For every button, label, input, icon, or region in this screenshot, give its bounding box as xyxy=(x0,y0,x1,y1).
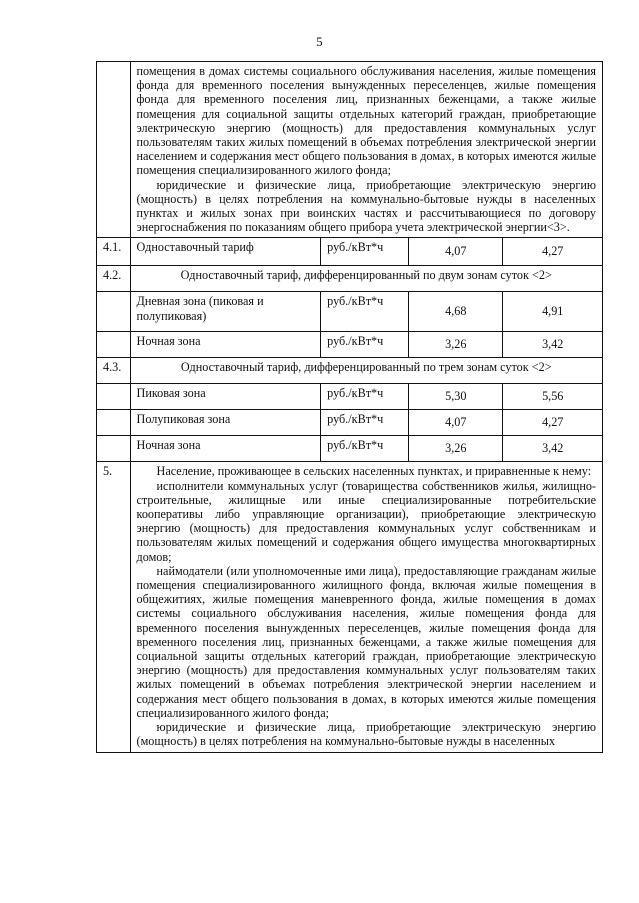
row-number: 5. xyxy=(97,462,131,752)
tariff-value-2: 3,42 xyxy=(503,436,603,462)
cell-num-empty xyxy=(97,410,131,436)
row-number: 4.2. xyxy=(97,266,131,292)
zone-name: Ночная зона xyxy=(130,436,321,462)
tariff-value-1: 4,07 xyxy=(409,410,503,436)
table-row-4-2-zone xyxy=(97,292,603,332)
paragraph: юридические и физические лица, приобретающие электрическую энергию (мощность) в целях потребления на коммунально-бытовые нужды в населенных пунктах и жилых зонах при воинских частях и рассчитывающиеся по договору энергоснабжения по показаниям общего прибора учета электрической энергии<3>. xyxy=(136,177,596,235)
cell-num-empty xyxy=(97,384,131,410)
zone-name: Полупиковая зона xyxy=(130,410,321,436)
cell-continuation-text xyxy=(130,62,602,238)
zone-name: Дневная зона (пиковая и полупиковая) xyxy=(130,292,321,332)
row-number: 4.3. xyxy=(97,358,131,384)
tariff-value-2: 4,91 xyxy=(503,292,603,332)
tariff-name: Одноставочный тариф xyxy=(130,238,321,266)
cell-num-empty xyxy=(97,62,131,238)
page-number: 5 xyxy=(316,34,323,49)
tariff-table xyxy=(96,61,603,753)
table-row-4-3-header xyxy=(97,358,603,384)
paragraph: Население, проживающее в сельских населенных пунктах, и приравненные к нему: xyxy=(156,464,592,479)
tariff-value-2: 4,27 xyxy=(503,238,603,266)
section-title: Одноставочный тариф, дифференцированный по двум зонам суток <2> xyxy=(130,266,602,292)
tariff-value-1: 4,07 xyxy=(409,238,503,266)
section-title: Одноставочный тариф, дифференцированный по трем зонам суток <2> xyxy=(130,358,602,384)
cell-num-empty xyxy=(97,436,131,462)
tariff-unit: руб./кВт*ч xyxy=(321,332,409,358)
tariff-value-2: 3,42 xyxy=(503,332,603,358)
tariff-unit: руб./кВт*ч xyxy=(321,292,409,332)
paragraph: юридические и физические лица, приобретающие электрическую энергию (мощность) в целях потребления на коммунально-бытовые нужды в населенных xyxy=(136,720,596,749)
table-row-5 xyxy=(97,462,603,752)
table-row-4-3-zone xyxy=(97,384,603,410)
section-5-text xyxy=(130,462,602,752)
tariff-value-1: 3,26 xyxy=(409,436,503,462)
paragraph: помещения в домах системы социального обслуживания населения, жилые помещения фонда для временного поселения вынужденных переселенцев, жилые помещения фонда для временного поселения лиц, признанных беженцами, а также жилые помещения для социальной защиты отдельных категорий граждан, приобретающие электрическую энергию (мощность) для предоставления коммунальных услуг пользователям таких жилых помещений в объемах потребления электрической энергии населением и содержания мест общего пользования в домах, в которых имеются жилые помещения специализированного жилого фонда; xyxy=(136,64,596,178)
tariff-value-1: 5,30 xyxy=(409,384,503,410)
zone-name: Пиковая зона xyxy=(130,384,321,410)
table-row-4-2-header xyxy=(97,266,603,292)
table-row-4-3-zone xyxy=(97,410,603,436)
table-row-4-1 xyxy=(97,238,603,266)
tariff-unit: руб./кВт*ч xyxy=(321,410,409,436)
zone-name: Ночная зона xyxy=(130,332,321,358)
table-row-continuation xyxy=(97,62,603,238)
tariff-value-2: 5,56 xyxy=(503,384,603,410)
tariff-unit: руб./кВт*ч xyxy=(321,436,409,462)
cell-num-empty xyxy=(97,332,131,358)
tariff-value-2: 4,27 xyxy=(503,410,603,436)
row-number: 4.1. xyxy=(97,238,131,266)
paragraph: исполнители коммунальных услуг (товарищества собственников жилья, жилищно-строительные, жилищные или иные специализированные потребительские кооперативы либо управляющие организации), приобретающие электрическую энергию (мощность) для предоставления коммунальных услуг собственникам и пользователям жилых помещений и содержания общего имущества многоквартирных домов; xyxy=(136,478,596,564)
paragraph: наймодатели (или уполномоченные ими лица), предоставляющие гражданам жилые помещения специализированного жилищного фонда, включая жилые помещения в общежитиях, жилые помещения маневренного фонда, жилые помещения в домах системы социального обслуживания населения, жилые помещения фонда для временного поселения вынужденных переселенцев, жилые помещения фонда для временного поселения лиц, признанных беженцами, а также жилые помещения для социальной защиты отдельных категорий граждан, приобретающие электрическую энергию (мощность) для предоставления коммунальных услуг пользователям таких жилых помещений в объемах потребления электрической энергии населением и содержания мест общего пользования в домах, в которых имеются жилые помещения специализированного жилого фонда; xyxy=(136,563,596,720)
tariff-unit: руб./кВт*ч xyxy=(321,238,409,266)
tariff-value-1: 4,68 xyxy=(409,292,503,332)
tariff-unit: руб./кВт*ч xyxy=(321,384,409,410)
table-row-4-3-zone xyxy=(97,436,603,462)
tariff-value-1: 3,26 xyxy=(409,332,503,358)
table-row-4-2-zone xyxy=(97,332,603,358)
cell-num-empty xyxy=(97,292,131,332)
